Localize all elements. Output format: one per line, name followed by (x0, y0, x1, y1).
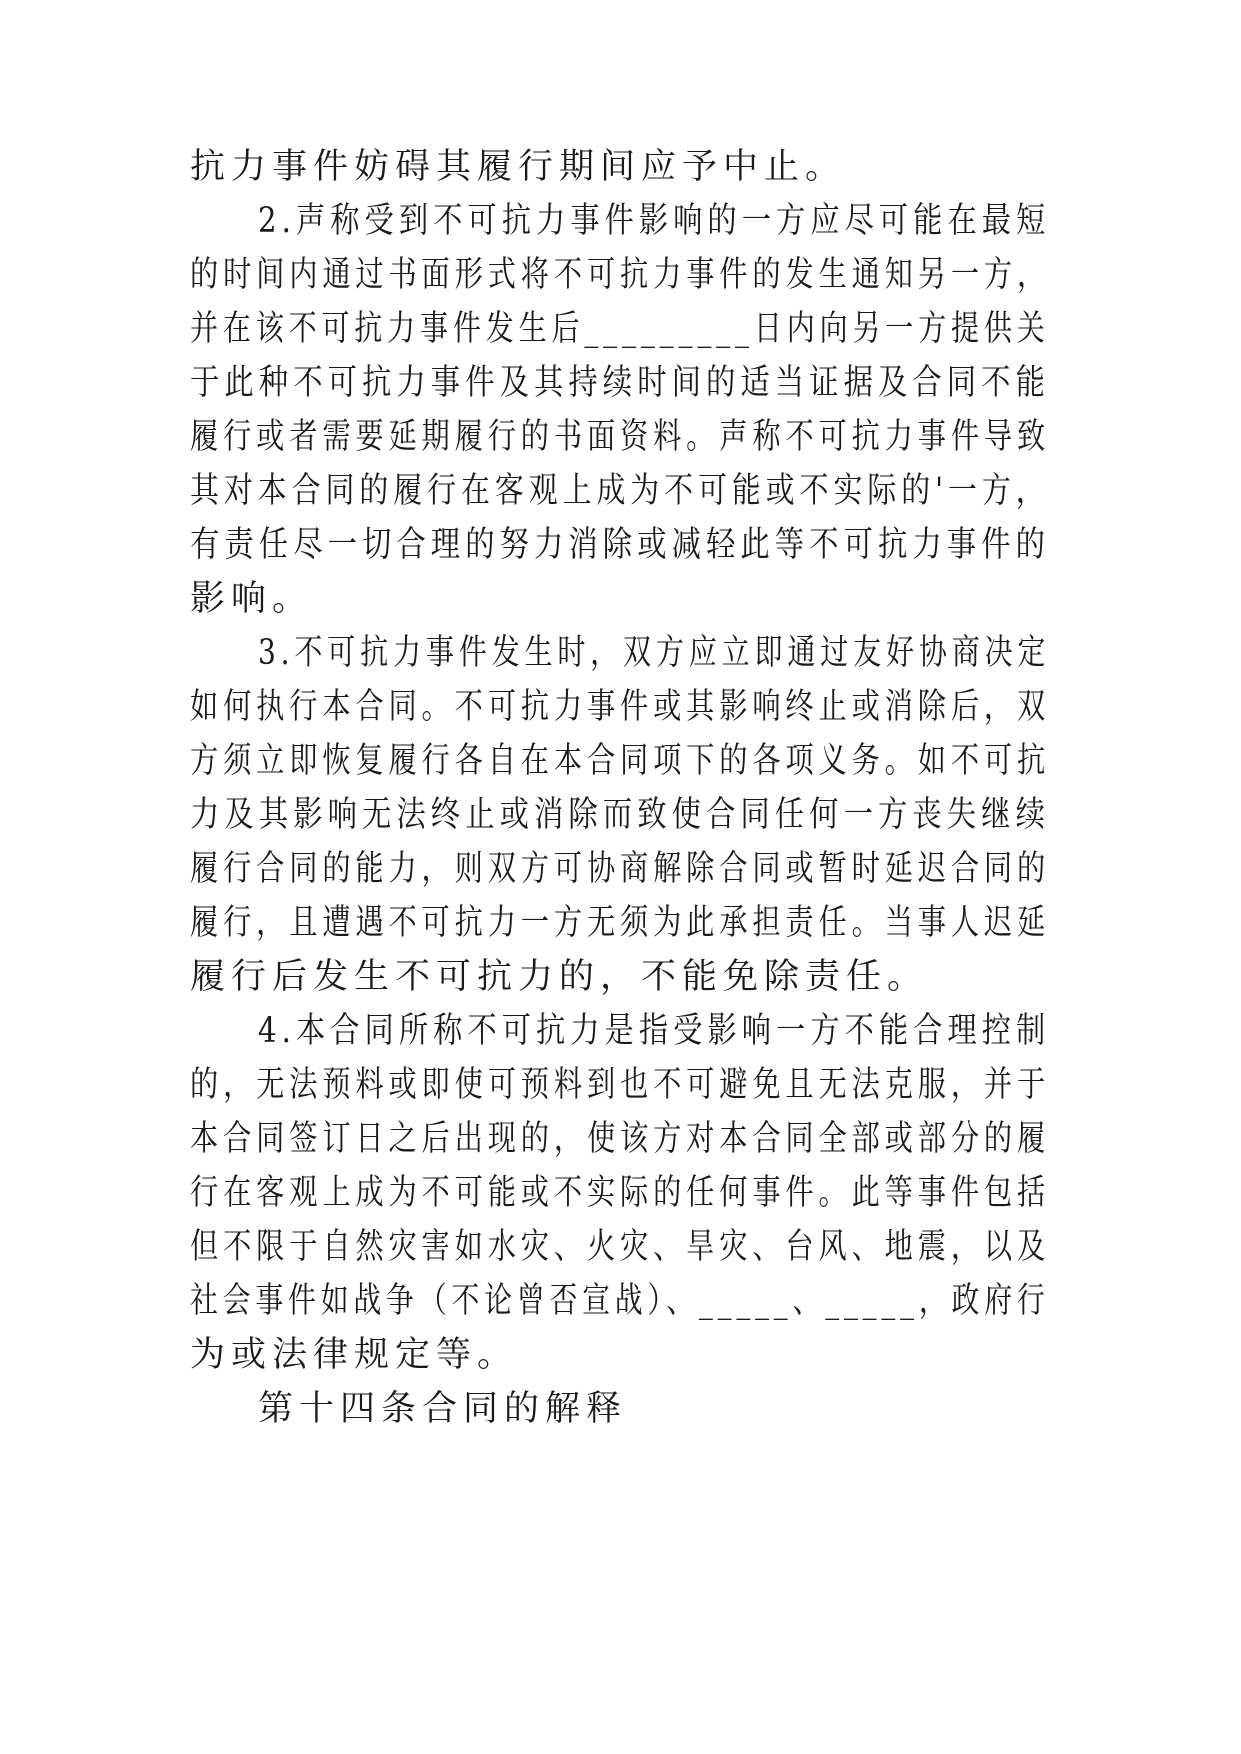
text-line: 履行合同的能力，则双方可协商解除合同或暂时延迟合同的 (190, 849, 1051, 889)
text-line: 力及其影响无法终止或消除而致使合同任何一方丧失继续 (190, 795, 1050, 835)
text-line: 方须立即恢复履行各自在本合同项下的各项义务。如不可抗 (190, 741, 1051, 781)
text-line: 行在客观上成为不可能或不实际的任何事件。此等事件包括 (190, 1173, 1051, 1213)
text-line: 为或法律规定等。 (190, 1335, 519, 1375)
text-line: 履行后发生不可抗力的，不能免除责任。 (190, 957, 929, 997)
text-line: 于此种不可抗力事件及其持续时间的适当证据及合同不能 (190, 363, 1050, 403)
text-line: 3.不可抗力事件发生时，双方应立即通过友好协商决定 (258, 633, 1051, 673)
text-line: 如何执行本合同。不可抗力事件或其影响终止或消除后，双 (190, 687, 1051, 727)
text-line: 影响。 (190, 579, 314, 619)
text-line: 2.声称受到不可抗力事件影响的一方应尽可能在最短 (258, 201, 1051, 241)
text-line: 的，无法预料或即使可预料到也不可避免且无法克服，并于 (190, 1065, 1051, 1105)
text-line: 但不限于自然灾害如水灾、火灾、旱灾、台风、地震，以及 (190, 1227, 1051, 1267)
text-line: 的时间内通过书面形式将不可抗力事件的发生通知另一方， (190, 255, 1051, 295)
text-line: 抗力事件妨碍其履行期间应予中止。 (190, 147, 847, 187)
text-line: 其对本合同的履行在客观上成为不可能或不实际的'一方， (190, 471, 1050, 511)
section-heading: 第十四条合同的解释 (258, 1389, 628, 1429)
text-line: 4.本合同所称不可抗力是指受影响一方不能合理控制 (258, 1011, 1051, 1051)
text-line: 有责任尽一切合理的努力消除或减轻此等不可抗力事件的 (190, 525, 1050, 565)
text-line: 社会事件如战争（不论曾否宣战）、_____、_____，政府行 (190, 1281, 1050, 1321)
text-line: 本合同签订日之后出现的，使该方对本合同全部或部分的履 (190, 1119, 1051, 1159)
text-line: 履行或者需要延期履行的书面资料。声称不可抗力事件导致 (190, 417, 1051, 457)
text-line: 并在该不可抗力事件发生后_________日内向另一方提供关 (190, 309, 1050, 349)
text-line: 履行，且遭遇不可抗力一方无须为此承担责任。当事人迟延 (190, 903, 1051, 943)
